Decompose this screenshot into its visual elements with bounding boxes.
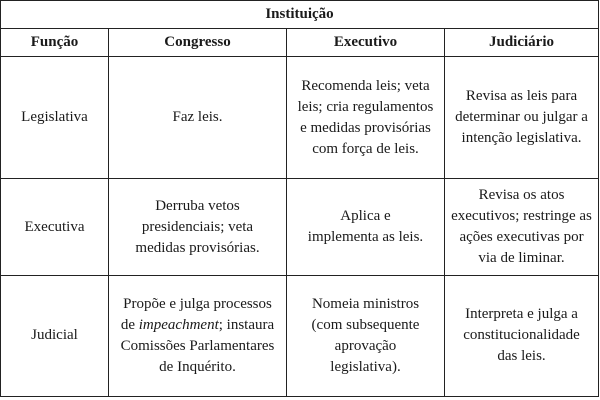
header-judiciario: Judiciário	[445, 29, 599, 57]
header-row	[1, 29, 599, 57]
cell-funcao: Judicial	[1, 275, 109, 396]
cell-executivo: Aplica e implementa as leis.	[287, 179, 445, 275]
table-row-judicial	[1, 275, 599, 396]
cell-funcao: Executiva	[1, 179, 109, 275]
impeachment-term: impeachment	[138, 316, 219, 333]
table-title: Instituição	[1, 1, 599, 29]
header-executivo: Executivo	[287, 29, 445, 57]
cell-executivo: Nomeia ministros (com subsequente aprovação legislativa).	[287, 275, 445, 396]
congresso-text-b: ; instaura Comissões Parlamentares de Inquérito.	[120, 316, 275, 375]
header-funcao: Função	[1, 29, 109, 57]
table-row-executiva	[1, 179, 599, 275]
cell-congresso	[109, 275, 287, 396]
cell-judiciario: Revisa as leis para determinar ou julgar a intenção legislativa.	[445, 57, 599, 179]
title-row	[1, 1, 599, 29]
cell-congresso: Faz leis.	[109, 57, 287, 179]
cell-judiciario: Interpreta e julga a constitucionalidade das leis.	[445, 275, 599, 396]
congresso-text-a: Propõe e julga processos de	[120, 295, 272, 333]
cell-executivo: Recomenda leis; veta leis; cria regulamentos e medidas provisórias com força de leis.	[287, 57, 445, 179]
cell-judiciario: Revisa os atos executivos; restringe as ações executivas por via de liminar.	[445, 179, 599, 275]
header-congresso: Congresso	[109, 29, 287, 57]
cell-congresso: Derruba vetos presidenciais; veta medidas provisórias.	[109, 179, 287, 275]
table-row-legislativa	[1, 57, 599, 179]
cell-funcao: Legislativa	[1, 57, 109, 179]
